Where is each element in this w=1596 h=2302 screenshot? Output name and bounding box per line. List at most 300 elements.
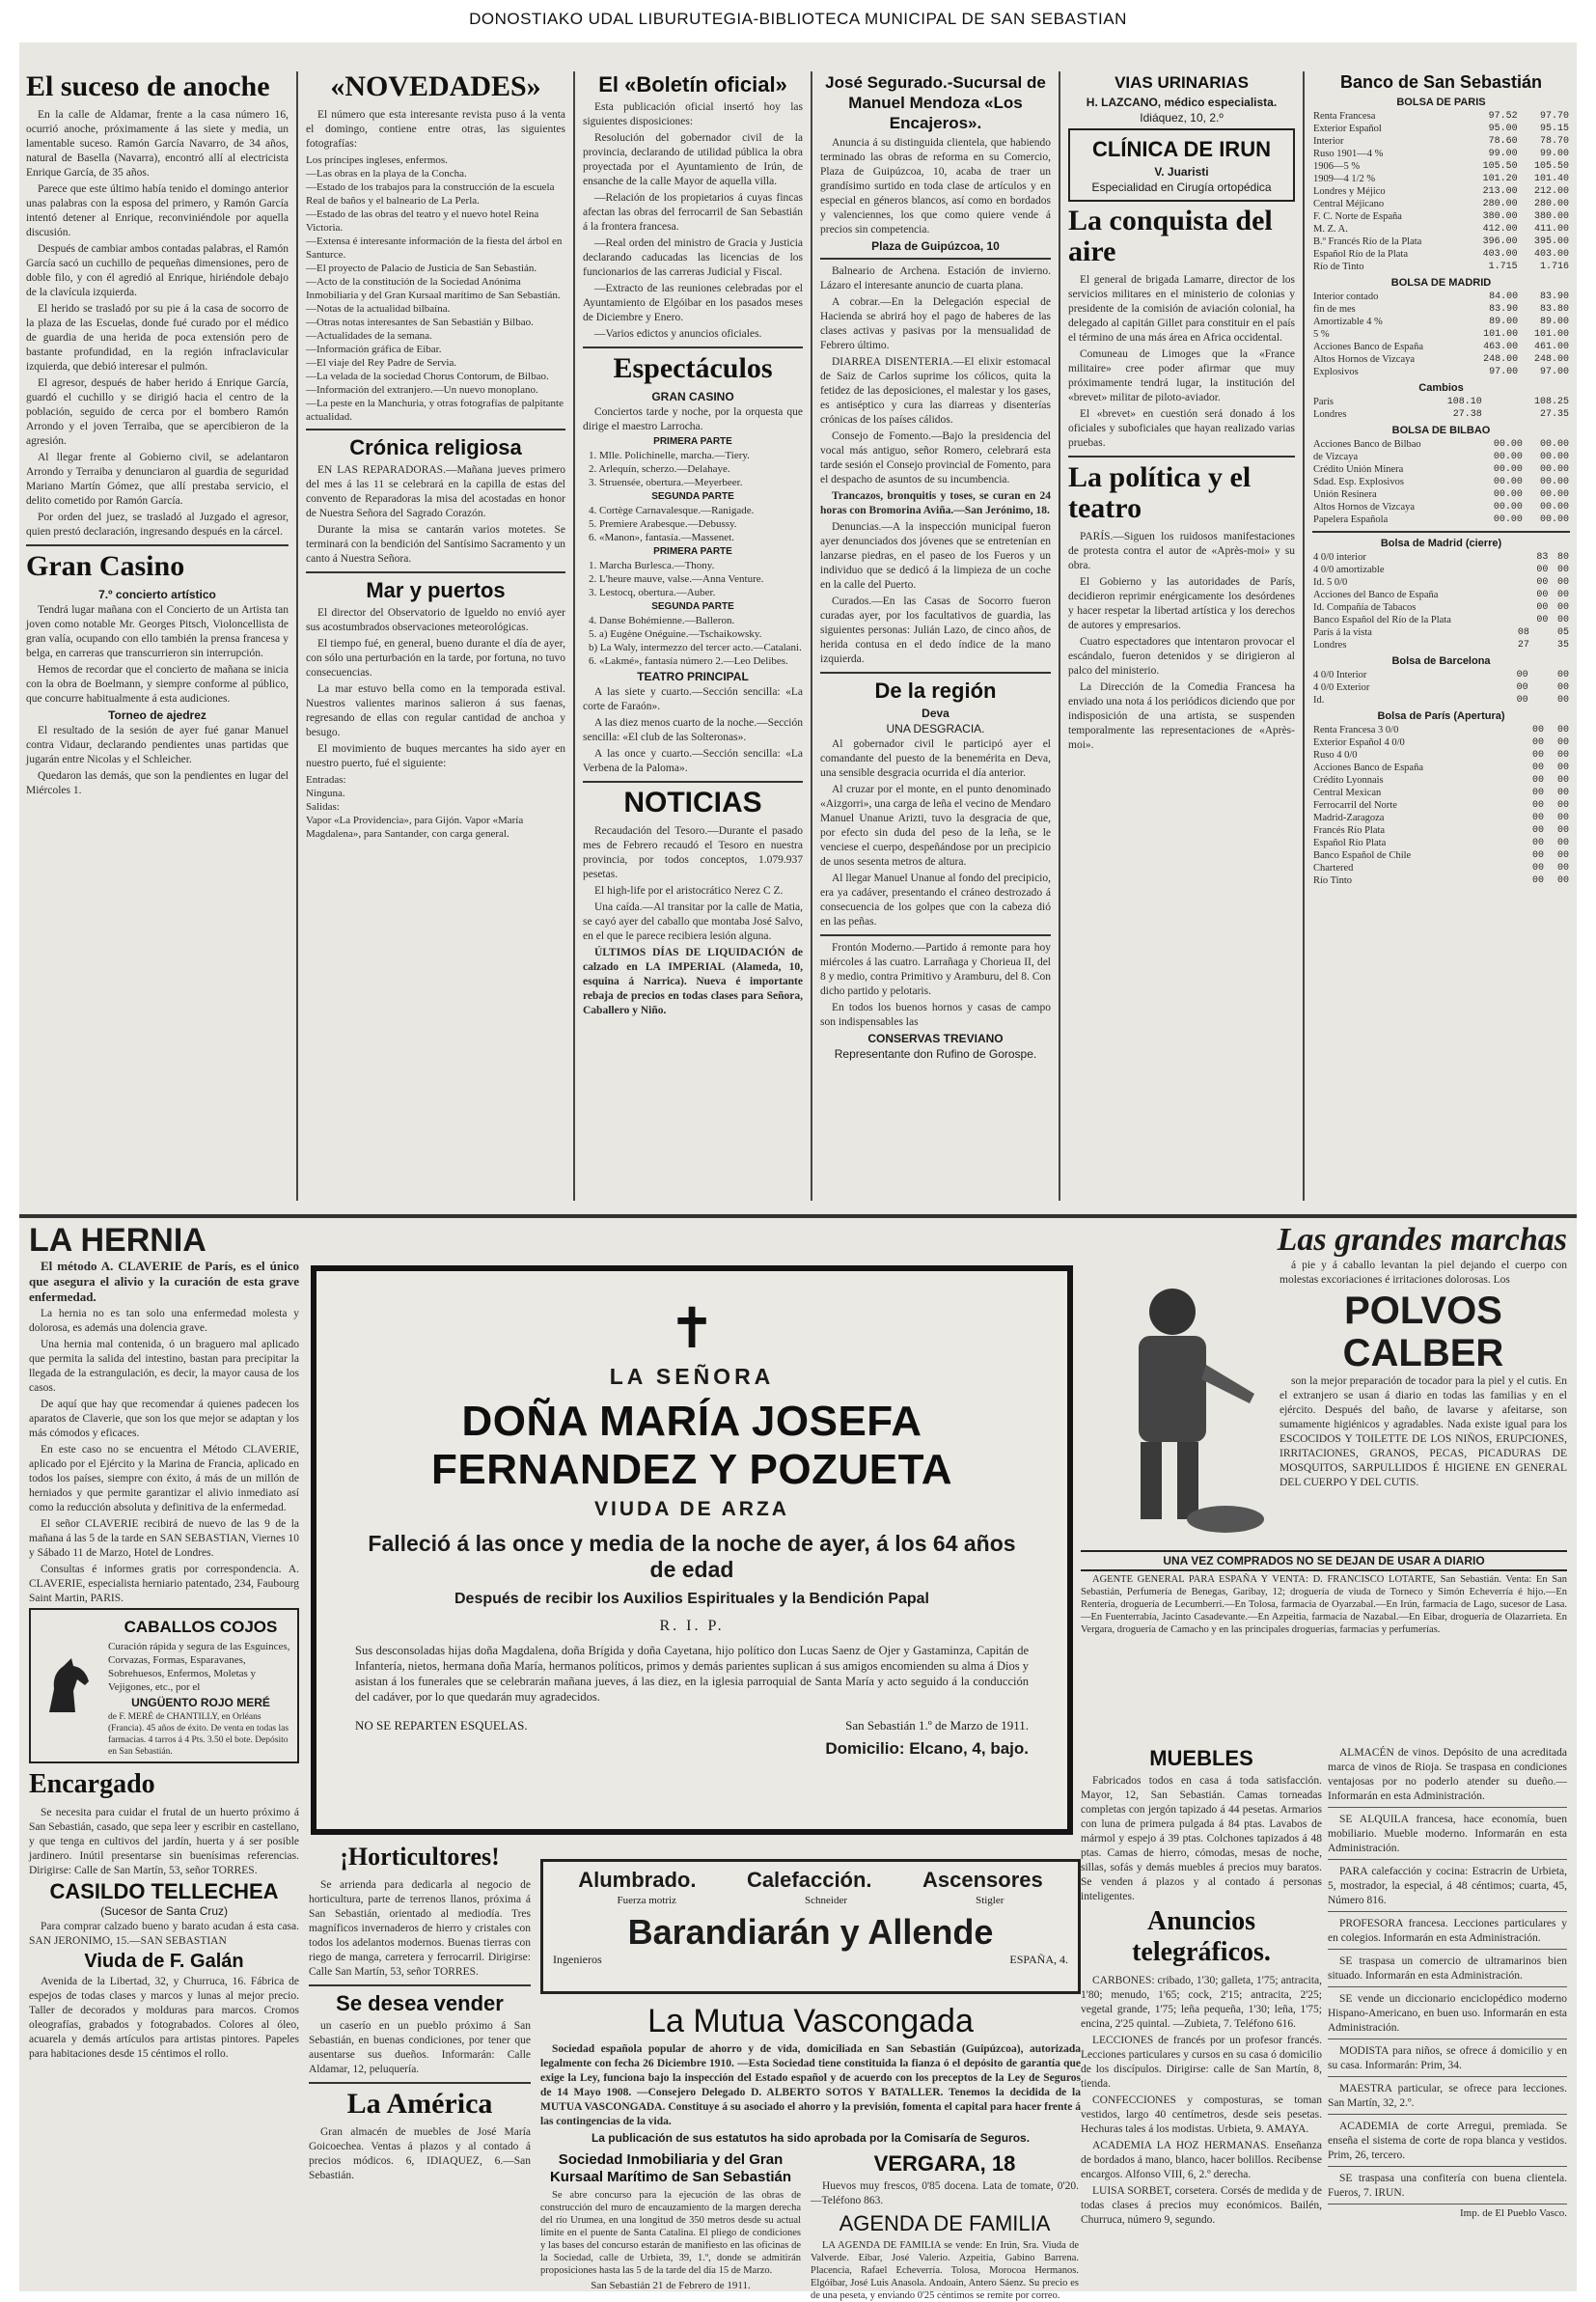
stock-value: 83 [1536, 552, 1549, 563]
headline-cronica: Crónica religiosa [349, 435, 522, 459]
program-item: 3. Struensée, obertura.—Meyerbeer. [589, 477, 743, 488]
table-row [1312, 408, 1570, 421]
program-item: 6. «Manon», fantasía.—Massenet. [589, 532, 734, 543]
article-paragraph: Curados.—En las Casas de Socorro fueron curadas ayer, por los facultativos de guardia, las siguientes personas: Julián Lazo, de cinco años, de herida contusa en el dedo índice de la mano izquierda. [820, 596, 1051, 665]
table-row [1312, 564, 1570, 576]
article-paragraph: Se abre concurso para la ejecución de las obras de construcción del muro de encauzamiento de la margen derecha del río Urumea, en una longitud de 350 metros desde su actual límite en el puente de Santa Catalina. El pliego de condiciones y las bases del concurso estarán de manifiesto en las oficinas de la Sociedad, calle de Urbieta, 39, 1.º, donde se admitirán proposiciones hasta las 5 de la tarde del día 15 de Marzo. [540, 2190, 801, 2276]
headline-politica-teatro: La política y el teatro [1068, 461, 1252, 524]
stock-value: 00 [1556, 577, 1569, 588]
article-paragraph: De aquí que hay que recomendar á quienes padecen los aparatos de Claverie, que son los que mejor se adaptan y los más cómodos y eficaces. [29, 1399, 299, 1439]
list-item: —El viaje del Rey Padre de Servia. [306, 357, 457, 369]
article-paragraph: ÚLTIMOS DÍAS DE LIQUIDACIÓN de calzado en LA IMPERIAL (Alameda, 10, esquina á Narrica). Nueva é importante rebaja de precios en todas clases para Señora, Caballero y Niño. [583, 947, 803, 1016]
stock-value: 403.00 [1533, 249, 1569, 260]
headline-telegraficos: Anuncios telegráficos. [1132, 1906, 1271, 1967]
entradas-value: Ninguna. [306, 788, 345, 799]
table-row [1312, 210, 1570, 223]
stock-value: 00 [1531, 838, 1544, 848]
stock-value: 00 [1556, 850, 1569, 861]
stock-name: Ruso 1901—4 % [1313, 149, 1384, 159]
list-item: Resolución del gobernador civil de la provincia, declarando de utilidad pública la obra proyectada por el Ayuntamiento de Irún, de ensanche de la calle Mayor de aquella villa. [583, 132, 803, 187]
stock-name: Exterior Español [1313, 124, 1382, 134]
classified-ad: PARA calefacción y cocina: Estracrin de Urbieta, 5, mostrador, la especial, á 48 céntimos; cuarta, 45, Número 816. [1328, 1862, 1567, 1912]
program-part: PRIMERA PARTE [653, 546, 732, 557]
table-row [1312, 303, 1570, 316]
list-item: —Estado de los trabajos para la construcción de la escuela Real de baños y el balneario de La Perla. [306, 181, 555, 207]
stock-value: 00.00 [1493, 464, 1523, 475]
obit-date: San Sebastián 1.º de Marzo de 1911. [845, 1718, 1029, 1733]
article-paragraph: El high-life por el aristocrático Nerez C Z. [594, 885, 784, 897]
table-row [1312, 601, 1570, 614]
column-aire [1061, 69, 1302, 1206]
column-rule [296, 71, 298, 1201]
table-row [1312, 589, 1570, 601]
article-paragraph: A cobrar.—En la Delegación especial de Hacienda se abrirá hoy el pago de haberes de las clases activas y pasivas por la mensualidad de Febrero último. [820, 296, 1051, 351]
stock-name: M. Z. A. [1313, 224, 1348, 235]
classified-ad: SE traspasa un comercio de ultramarinos bien situado. Informarán en esta Administración. [1328, 1952, 1567, 1987]
stock-value: 00.00 [1539, 514, 1569, 525]
obit-widow: VIUDA DE ARZA [594, 1498, 789, 1520]
stock-value: 00.00 [1493, 452, 1523, 462]
calber-agent: AGENTE GENERAL PARA ESPAÑA Y VENTA: D. FRANCISCO LOTARTE, San Sebastián. Venta: En San Sebastián, Perfumería de Benegas, Garibay, 12; droguería de viuda de Torneco y Simón Echeverría é hijo.—En Rentería, droguería de Lecumberri.—En Tolosa, farmacia de Oyarzabal.—En Irún, farmacia de Lago, sucesor de Lasa.—En Fuenterrabía, Jacinto Casadevante.—En Azpeitia, farmacia de Nazabal.—En Eibar, droguería de Olazarrieta. En Vergara, droguería de Camacho y en las principales droguerías, farmacias y perfumerías. [1081, 1574, 1567, 1635]
list-item: —Real orden del ministro de Gracia y Justicia declarando caducadas las licencias de los funcionarios de las carreras Judicial y Fiscal. [583, 237, 803, 278]
headline-agenda: AGENDA DE FAMILIA [839, 2211, 1051, 2235]
stock-name: B.º Francés Río de la Plata [1313, 236, 1422, 247]
headline-mar: Mar y puertos [366, 578, 506, 602]
stock-name: Río Tinto [1313, 875, 1352, 886]
list-item: —Varios edictos y anuncios oficiales. [594, 328, 762, 340]
bottom-section [19, 1222, 1577, 2301]
stock-value: 89.00 [1489, 317, 1519, 327]
table-row [1312, 451, 1570, 463]
stock-value: 461.00 [1533, 342, 1569, 352]
stock-value: 00 [1536, 577, 1549, 588]
stock-value: 08 [1517, 627, 1529, 638]
stock-value: 83.90 [1539, 291, 1569, 302]
article-paragraph: Tendrá lugar mañana con el Concierto de un Artista tan joven como notable Mr. Georges Pitsch, Violoncellista de gran valía, ocupando con ello también la prensa francesa y belga, en carreras que transcurrieron sin interrupción. [26, 604, 289, 659]
stock-value: 1.715 [1488, 262, 1518, 272]
stock-table-paris-open [1312, 724, 1570, 887]
stock-name: de Vizcaya [1313, 452, 1359, 462]
calber-title: POLVOS CALBER [1342, 1290, 1504, 1374]
program-item: 5. a) Eugène Onéguine.—Tschaikowsky. [589, 628, 762, 640]
table-row [1312, 787, 1570, 799]
stock-name: Londres [1313, 640, 1347, 651]
stock-value: 27.35 [1539, 409, 1569, 420]
table-row [1312, 341, 1570, 353]
stock-value: 00 [1531, 800, 1544, 811]
table-row [1312, 799, 1570, 812]
telegraphic-ad: CARBONES: cribado, 1'30; galleta, 1'75; antracita, 1'80; menudo, 1'65; cock, 2'15; antracita, 2'25; vegetal grande, 1'75; leña pequeña, 1'30; leña, 1'75; encina, 2'25 quintal. —Zubieta, 7. Teléfono 616. [1081, 1975, 1322, 2030]
stock-value: 00 [1531, 775, 1544, 786]
stock-value: 00 [1556, 602, 1569, 613]
stock-name: Banco Español de Chile [1313, 850, 1412, 861]
stock-name: Altos Hornos de Vizcaya [1313, 502, 1416, 513]
article-paragraph: Sociedad española popular de ahorro y de vida, domiciliada en San Sebastián (Guipúzcoa), autorizada legalmente con fecha 26 Diciembre 1910. —Esta Sociedad tiene constituida la fianza ó el depósito de garantía que exige la Ley, funciona bajo la inspección del Estado español y de acuerdo con los preceptos de la Ley de Seguros de 14 Mayo 1908. —Consejero Delegado D. ALBERTO SOTOS Y BATALLER. Tenemos la decidida de la MUTUA VASCONGADA. Constituye á su asociado el ahorro y la previsión, fomenta el capital para hacer frente á las contingencias de la vida. [540, 2043, 1081, 2127]
table-row [1312, 694, 1570, 707]
divider [1312, 531, 1570, 533]
article-paragraph: Anuncia á su distinguida clientela, que habiendo terminado las obras de reforma en su Comercio, Plaza de Guipúzcoa, 10, acaba de traer un grandísimo surtido en toda clase de artículos y en especial en géneros blancos, así como en bordados y valenciennes, los que como quiere vende á precios sin competencia. [820, 137, 1051, 236]
stock-value: 99.00 [1539, 149, 1569, 159]
headline-suceso: El suceso de anoche [26, 70, 270, 102]
table-row [1312, 160, 1570, 173]
stock-name: Amortizable 4 % [1313, 317, 1383, 327]
table-row [1312, 185, 1570, 198]
muebles-column [1081, 1743, 1322, 2230]
horticultores-column [309, 1840, 531, 2284]
clinica-name: V. Juaristi [1154, 165, 1209, 179]
column-boletin [576, 69, 810, 1206]
telegraphic-ad: CONFECCIONES y composturas, se toman vestidos, largo 40 centímetros, desde seis pesetas. Hechuras tales á los modistas. Urbieta, 9. AMAYA. [1081, 2094, 1322, 2135]
program-part: SEGUNDA PARTE [651, 491, 734, 502]
stock-value: 00 [1556, 838, 1569, 848]
service-alumbrado: Alumbrado. [578, 1868, 697, 1892]
casildo-sub: (Sucesor de Santa Cruz) [99, 1904, 229, 1918]
classifieds-area [1081, 1743, 1567, 2284]
mutua-vascongada [540, 2004, 1081, 2149]
stock-value: 412.00 [1482, 224, 1518, 235]
services-row [553, 1868, 1068, 1893]
stock-value: 105.50 [1482, 161, 1518, 172]
column-rule [1059, 71, 1060, 1201]
stock-value: 213.00 [1482, 186, 1518, 197]
table-row [1312, 812, 1570, 824]
divider [1068, 456, 1295, 458]
list-item: —Otras notas interesantes de San Sebastián y Bilbao. [306, 317, 534, 328]
article-paragraph: Se arrienda para dedicarla al negocio de horticultura, parte de terrenos llanos, próxima á San Sebastián, orientado al mediodía. Tres magníficos invernaderos de hierro y cristales con todos los adelantos modernos. Buenas tierras con riego de manga, carretera y ferrocarril. Dirigirse: Calle San Martín, 53, señor TORRES. [309, 1879, 531, 1978]
article-paragraph: Al llegar frente al Gobierno civil, se adelantaron Arrondo y Terraiba y denunciaron al guardia de seguridad Mariano Martín Gómez, que allí prestaba servicio, el delito cometido por Ramón García. [26, 452, 289, 507]
divider [26, 544, 289, 546]
program-item: b) La Waly, intermezzo del tercer acto.—Catalani. [589, 642, 802, 653]
article-paragraph: Consejo de Fomento.—Bajo la presidencia del vocal más antiguo, señor Romero, celebrará esta tarde sesión el Consejo provincial de Fomento, para el despacho de asuntos de su incumbencia. [820, 430, 1051, 485]
barandiaran-ad [540, 1859, 1081, 1994]
stock-name: Id. [1313, 695, 1325, 706]
classified-ad: SE ALQUILA francesa, hace economía, buen mobiliario. Mueble moderno. Informarán en esta Administración. [1328, 1810, 1567, 1860]
stock-name: 1906—5 % [1313, 161, 1361, 172]
table-heading: Cambios [1418, 382, 1464, 394]
conservas-rep: Representante don Rufino de Gorospe. [834, 1047, 1037, 1061]
column-banco [1306, 69, 1577, 1206]
stock-name: 4 0/0 amortizable [1313, 565, 1385, 575]
article-paragraph: La hernia no es tan solo una enfermedad molesta y dolorosa, es además una dolencia grave. [29, 1308, 299, 1334]
article-paragraph: El agresor, después de haber herido á Enrique García, guardó el cuchillo y se dirigió hacia el centro de la población, seguido de cerca por el bombero Ramón Arrondo y el joven Terraiba, que se apercibieron de la agresión. [26, 377, 289, 447]
stock-name: Id. Compañía de Tabacos [1313, 602, 1417, 613]
article-paragraph: Consultas é informes gratis por correspondencia. A. CLAVERIE, especialista herniario patentado, 234, Faubourg Saint Martin, PARIS. [29, 1564, 299, 1604]
table-row [1312, 135, 1570, 148]
classified-ad: MODISTA para niños, se ofrece á domicilio y en su casa. Informarán: Prim, 34. [1328, 2041, 1567, 2077]
divider [820, 672, 1051, 674]
headline-novedades: «NOVEDADES» [330, 70, 541, 102]
table-row [1312, 614, 1570, 626]
stock-value: 95.00 [1488, 124, 1518, 134]
stock-value: 00 [1531, 825, 1544, 836]
stock-table-bilbao [1312, 438, 1570, 526]
stock-name: F. C. Norte de España [1313, 211, 1402, 222]
list-item: Los príncipes ingleses, enfermos. [306, 154, 448, 166]
stock-value: 101.40 [1533, 174, 1569, 184]
stock-value: 78.60 [1488, 136, 1518, 147]
hernia-sub: El método A. CLAVERIE de París, es el único que asegura el alivio y la curación de esta grave enfermedad. [29, 1259, 299, 1304]
section-divider [19, 1214, 1577, 1218]
stock-value: 380.00 [1482, 211, 1518, 222]
headline-inmobiliaria: Sociedad Inmobiliaria y del Gran Kursaal Marítimo de San Sebastián [549, 2151, 792, 2185]
unguento-sub: de F. MERÉ de CHANTILLY, en Orléans (Francia). 45 años de éxito. De venta en todas las farmacias. 4 tarros á 4 Pts. 3.50 el bote. Depósito en San Sebastián. [108, 1712, 289, 1757]
stock-name: Papelera Española [1313, 514, 1389, 525]
inmobiliaria-date: San Sebastián 21 de Febrero de 1911. [591, 2280, 751, 2291]
stock-name: Chartered [1313, 863, 1354, 874]
article-paragraph: Huevos muy frescos, 0'85 docena. Lata de tomate, 0'20. —Teléfono 863. [811, 2180, 1079, 2206]
headline-hernia: LA HERNIA [29, 1222, 206, 1259]
stock-name: Id. 5 0/0 [1313, 577, 1348, 588]
obit-noesquelas: NO SE REPARTEN ESQUELAS. [355, 1718, 528, 1733]
program-item: 1. Mlle. Polichinelle, marcha.—Tiery. [589, 450, 750, 461]
stock-name: Español Río Plata [1313, 838, 1387, 848]
table-heading: Bolsa de Madrid (cierre) [1380, 538, 1502, 549]
stock-value: 00 [1556, 565, 1569, 575]
article-paragraph: A las siete y cuarto.—Sección sencilla: «La corte de Faraón». [583, 686, 803, 712]
table-row [1312, 366, 1570, 378]
article-paragraph: DIARREA DISENTERIA.—El elixir estomacal de Saiz de Carlos suprime los cólicos, quita la fetidez de las deposiciones, el malestar y los gases, es antiséptico y cura las diarreas y disenterías crónicas de los países cálidos. [820, 356, 1051, 426]
program-item: 2. L'heure mauve, valse.—Anna Venture. [589, 573, 764, 585]
table-row [1312, 862, 1570, 874]
stock-value: 27 [1517, 640, 1529, 651]
list-item: —Relación de los propietarios á cuyas fincas afectan las obras del ferrocarril de San Sebastián á la frontera francesa. [583, 192, 803, 233]
stock-value: 97.52 [1488, 111, 1518, 122]
stock-table-paris [1312, 110, 1570, 273]
column-rule [1303, 71, 1305, 1201]
stock-name: 4 0/0 Exterior [1313, 682, 1370, 693]
vergara-column [811, 2149, 1079, 2301]
stock-value: 101.00 [1533, 329, 1569, 340]
obit-footer [355, 1718, 1029, 1733]
stock-value: 00 [1531, 788, 1544, 798]
table-row [1312, 248, 1570, 261]
telegraphic-ad: ACADEMIA LA HOZ HERMANAS. Enseñanza de bordados á mano, blanco, hacer bolillos. Recibense encargos. Alfonso VIII, 6, 2.º derecha. [1081, 2140, 1322, 2180]
table-row [1312, 488, 1570, 501]
stock-value: 00 [1536, 602, 1549, 613]
service-sub: Stigler [976, 1895, 1004, 1906]
article-paragraph: El movimiento de buques mercantes ha sido ayer en nuestro puerto, fué el siguiente: [306, 743, 565, 769]
table-row [1312, 724, 1570, 736]
exchange-table [1312, 396, 1570, 421]
headline-muebles: MUEBLES [1149, 1746, 1253, 1770]
subheadline: UNA DESGRACIA. [886, 722, 985, 735]
stock-name: Francés Río Plata [1313, 825, 1386, 836]
stock-value: 00 [1556, 775, 1569, 786]
stock-name: Río de Tinto [1313, 262, 1364, 272]
article-paragraph: Hemos de recordar que el concierto de mañana se inicia con la obra de Boelmann, y siempre conforme al público, que concurre habitualmente á esta audiciones. [26, 664, 289, 705]
article-paragraph: El «brevet» en cuestión será donado á los oficiales y suboficiales que hayan realizado varias pruebas. [1068, 408, 1295, 449]
article-paragraph: Al llegar Manuel Unanue al fondo del precipicio, era ya cadáver, presentando el cráneo destrozado á consecuencia de los golpes que con la cabeza dió en las peñas. [820, 873, 1051, 928]
table-row [1312, 198, 1570, 210]
caballos-ad [29, 1608, 299, 1763]
stock-value: 00.00 [1539, 464, 1569, 475]
column-novedades [299, 69, 572, 1206]
ingenieros-label: Ingenieros [553, 1953, 602, 1966]
stock-value: 248.00 [1483, 354, 1519, 365]
headline-region: De la región [874, 679, 997, 703]
calber-foot: UNA VEZ COMPRADOS NO SE DEJAN DE USAR A DIARIO [1081, 1550, 1567, 1571]
article-paragraph: Comuneau de Limoges que la «France militaire» cree poder afirmar que muy próximamente tendrá lugar, la institución del «brevet» militar de piloto-aviador. [1068, 348, 1295, 403]
article-paragraph: Una hernia mal contenida, ó un braguero mal aplicado que permita la salida del intestino, bastan para precipitar la llegada de la estrangulación, es decir, la mayor causa de los casos. [29, 1339, 299, 1394]
stock-value: 00.00 [1493, 514, 1523, 525]
stock-value: 280.00 [1533, 199, 1569, 209]
cross-icon: ✝ [668, 1297, 716, 1360]
article-paragraph: Al gobernador civil le participó ayer el comandante del puesto de la benemérita en Deva, una sensible desgracia ocurrida el día anterior. [820, 738, 1051, 779]
stock-name: Acciones Banco de España [1313, 342, 1423, 352]
stock-name: Altos Hornos de Vizcaya [1313, 354, 1416, 365]
article-paragraph: Cuatro espectadores que intentaron provocar el escándalo, fueron detenidos y se dirigieron al palco del ministerio. [1068, 636, 1295, 677]
subheadline: 7.º concierto artístico [98, 588, 216, 601]
stock-value: 380.00 [1533, 211, 1569, 222]
top-section [19, 42, 1577, 1215]
classified-ad: ACADEMIA de corte Arregui, premiada. Se enseña el sistema de corte de ropa blanca y vestidos. Prim, 26, tercero. [1328, 2117, 1567, 2167]
stock-value: 395.00 [1533, 236, 1569, 247]
column-rule [573, 71, 575, 1201]
article-paragraph: Frontón Moderno.—Partido á remonte para hoy miércoles á las cuatro. Larrañaga y Chorieua II, del 8 y medio, contra Primitivo y Aramburu, del 8. Con dicho partido y pelotaris. [820, 942, 1051, 997]
stock-value: 00 [1556, 695, 1569, 706]
stock-value: 95.15 [1539, 124, 1569, 134]
table-row [1312, 513, 1570, 526]
stock-value: 00 [1531, 763, 1544, 773]
stock-name: Renta Francesa 3 0/0 [1313, 725, 1399, 735]
list-item: —La peste en la Manchuria, y otras fotografías de palpitante actualidad. [306, 398, 564, 423]
stock-value: 00 [1531, 725, 1544, 735]
divider [306, 571, 565, 573]
stock-value: 35 [1556, 640, 1569, 651]
table-row [1312, 353, 1570, 366]
article-paragraph: Fabricados todos en casa á toda satisfacción. Mayor, 12, San Sebastián. Camas torneadas completas con jergón tapizado á 44 pesetas. Armarios con luna de primera pulgada á 84 ptas. Lavabos de mármol y espejo á 39 ptas. Colchones tapizados á 48 ptas. Camas de hierro, cómodas, mesas de noche, sillas, sofás y demás muebles á precios muy baratos. Se venden á plazos y al contado á personas inteligentes. [1081, 1775, 1322, 1902]
stock-value: 101.20 [1482, 174, 1518, 184]
list-item: —Información gráfica de Eibar. [306, 344, 442, 355]
stock-value: 00 [1536, 615, 1549, 625]
newspaper-page [19, 42, 1577, 2301]
stock-value: 00 [1556, 813, 1569, 823]
stock-value: 00 [1531, 863, 1544, 874]
stock-name: París [1313, 397, 1334, 407]
imprenta: Imp. de El Pueblo Vasco. [1459, 2207, 1567, 2219]
table-row [1312, 236, 1570, 248]
stock-table-madrid [1312, 291, 1570, 378]
table-row [1312, 824, 1570, 837]
divider [583, 347, 803, 348]
stock-name: 1909—4 1/2 % [1313, 174, 1376, 184]
caballos-text: Curación rápida y segura de las Esguinces, Corvazas, Formas, Esparavanes, Sobrehuesos, Enfermos, Moletas y Vejigones, etc., por el [108, 1641, 290, 1693]
stock-value: 00 [1556, 590, 1569, 600]
article-paragraph: Parece que este último había tenido el domingo anterior unas palabras con la esposa del primero, y Ramón García intentó detener al Enrique, reconviniéndole por aquella discusión. [26, 183, 289, 238]
headline-vias-urinarias: VIAS URINARIAS [1114, 73, 1249, 92]
calber-body: son la mejor preparación de tocador para la piel y el cutis. En el extranjero se usan á diario en todas las familias y en el ejército. Después del baño, de lavarse y afeitarse, son sumamente higiénicos y agradables. Nada existe igual para los ESCOCIDOS Y TOILETTE DE LOS NIÑOS, ERUPCIONES, IRRITACIONES, GRANOS, PECAS, PICADURAS DE MOSQUITOS, SARPULLIDOS É HIGIENE EN GENERAL DEL CUERPO Y DEL CUTIS. [1280, 1375, 1567, 1488]
table-row [1312, 291, 1570, 303]
classified-ad: MAESTRA particular, se ofrece para lecciones. San Martín, 32, 2.º. [1328, 2079, 1567, 2115]
stock-value: 00 [1516, 695, 1528, 706]
salidas-label: Salidas: [306, 801, 340, 813]
article-paragraph: EN LAS REPARADORAS.—Mañana jueves primero del mes á las 11 se celebrará en la capilla de estas del convento de Reparadoras la misa del acostadas en honor de Nuestra Señora del Sagrado Corazón. [306, 464, 565, 519]
article-paragraph: LA AGENDA DE FAMILIA se vende: En Irún, Sra. Viuda de Valverde. Eibar, José Valerio. Azpeitia, Gabino Barrena. Placencia, Rafael Echeverría. Tolosa, Morocoa Hermanos. Elgóibar, José Luis Anasola. Andoain, Antero Sáenz. Su precio es de una peseta, y enviando 0'25 céntimos se remite por correo. [811, 2240, 1079, 2301]
list-item: —Información del extranjero.—Un nuevo monoplano. [306, 384, 538, 396]
stock-name: Central Méjicano [1313, 199, 1385, 209]
stock-value: 248.00 [1533, 354, 1569, 365]
stock-value: 411.00 [1533, 224, 1569, 235]
table-row [1312, 223, 1570, 236]
table-row [1312, 328, 1570, 341]
article-paragraph: Recaudación del Tesoro.—Durante el pasado mes de Febrero recaudó el Tesoro en nuestra provincia, por todos conceptos, 1.079.937 pesetas. [583, 825, 803, 880]
stock-name: 4 0/0 interior [1313, 552, 1366, 563]
obit-title: LA SEÑORA [609, 1364, 775, 1389]
telegraphic-ad: LECCIONES de francés por un profesor francés. Lecciones particulares y cursos en su casa ó domicilio de los discípulos. Dirigirse: calle de San Martín, 8, tienda. [1081, 2035, 1322, 2090]
article-paragraph: Quedaron las demás, que son la pendientes en lugar del Miércoles 1. [26, 770, 289, 796]
stock-value: 396.00 [1482, 236, 1518, 247]
article-paragraph: Balneario de Archena. Estación de invierno. Lázaro el interesante anuncio de cuarta plana. [820, 265, 1051, 291]
right-classifieds [1328, 1743, 1567, 2220]
salidas-value: Vapor «La Providencia», para Gijón. Vapor «María Magdalena», para Santander, con carga general. [306, 815, 524, 840]
headline-noticias: NOTICIAS [623, 787, 762, 818]
stock-value: 99.00 [1488, 149, 1518, 159]
stock-value: 00.00 [1539, 477, 1569, 487]
stock-value: 00 [1556, 682, 1569, 693]
article-paragraph: La Dirección de la Comedia Francesa ha enviado una nota á los periódicos diciendo que por indisposición de una artista, se suspenden temporalmente las representaciones de «Après-moi». [1068, 681, 1295, 751]
article-paragraph: Durante la misa se cantarán varios motetes. Se terminará con la bendición del Santísimo Sacramento y un canto á Nuestra Señora. [306, 524, 565, 565]
article-paragraph: La mar estuvo bella como en la temporada estival. Nuestros valientes marinos salieron á sus faenas, regresando de ellas con regular cantidad de anchoa y besugo. [306, 683, 565, 738]
stock-value: 280.00 [1482, 199, 1518, 209]
stock-name: Crédito Unión Minera [1313, 464, 1404, 475]
program-item: 2. Arlequín, scherzo.—Delahaye. [589, 463, 730, 475]
program-part: PRIMERA PARTE [653, 436, 732, 447]
list-item: —Notas de la actualidad bilbaína. [306, 303, 451, 315]
hernia-column [29, 1222, 299, 2284]
table-row [1312, 736, 1570, 749]
stock-name: Acciones Banco de Bilbao [1313, 439, 1421, 450]
stock-value: 463.00 [1483, 342, 1519, 352]
stock-value: 00 [1556, 737, 1569, 748]
headline-casildo: CASILDO TELLECHEA [49, 1879, 279, 1903]
table-row [1312, 576, 1570, 589]
stock-value: 80 [1556, 552, 1569, 563]
table-row [1312, 396, 1570, 408]
clinica-sub: Especialidad en Cirugía ortopédica [1091, 180, 1272, 194]
stock-value: 00 [1556, 670, 1569, 680]
classified-ad: SE vende un diccionario enciclopédico moderno Hispano-Americano, en buen uso. Informarán en esta Administración. [1328, 1989, 1567, 2039]
table-row [1312, 148, 1570, 160]
stock-name: Unión Resinera [1313, 489, 1377, 500]
program-item: 5. Premiere Arabesque.—Debussy. [589, 518, 737, 530]
service-ascensores: Ascensores [922, 1868, 1043, 1892]
stock-name: Ruso 4 0/0 [1313, 750, 1358, 761]
obit-name: DOÑA MARÍA JOSEFA FERNANDEZ Y POZUETA [431, 1398, 952, 1493]
article-paragraph: El herido se trasladó por su pie á la casa de socorro de la plaza de las Escuelas, donde fué curado por el médico de guardia de una herida de poca extensión pero de bastante profundidad, en la región infraclavicular izquierda, que debió interesar el pulmón. [26, 303, 289, 373]
horse-icon [35, 1652, 102, 1720]
headline-desea-vender: Se desea vender [336, 1991, 504, 2015]
stock-value: 00 [1556, 825, 1569, 836]
subheadline: Torneo de ajedrez [108, 708, 206, 722]
entradas-label: Entradas: [306, 774, 346, 786]
stock-name: París á la vista [1313, 627, 1372, 638]
stock-name: Español Río de la Plata [1313, 249, 1408, 260]
stock-name: Sdad. Esp. Explosivos [1313, 477, 1404, 487]
article-paragraph: Denuncias.—A la inspección municipal fueron ayer denunciados dos jóvenes que se entretenían en lanzarse piedras, en el paseo de los Fueros y un individuo que se dedicó á la limpieza de un coche en la calle del Puerto. [820, 521, 1051, 591]
stock-name: Crédito Lyonnais [1313, 775, 1384, 786]
stock-value: 00.00 [1493, 502, 1523, 513]
address: Idiáquez, 10, 2.º [1140, 111, 1224, 125]
divider [306, 429, 565, 430]
stock-value: 00 [1556, 750, 1569, 761]
unguento-name: UNGÜENTO ROJO MERÉ [131, 1696, 270, 1709]
obituary-notice [311, 1265, 1073, 1835]
table-row [1312, 749, 1570, 762]
stock-value: 108.25 [1533, 397, 1569, 407]
stock-value: 108.10 [1446, 397, 1482, 407]
address: Plaza de Guipúzcoa, 10 [871, 239, 1000, 253]
headline-segurado: José Segurado.-Sucursal de Manuel Mendoza «Los Encajeros». [825, 73, 1046, 132]
